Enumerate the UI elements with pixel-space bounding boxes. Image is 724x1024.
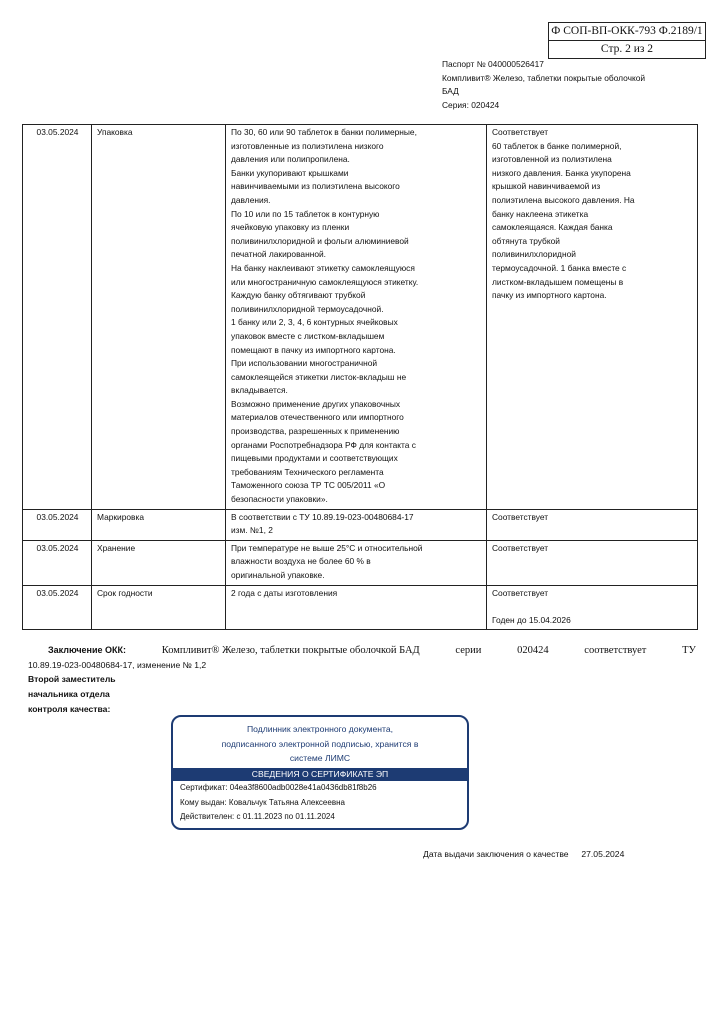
stamp-line: системе ЛИМС — [289, 753, 351, 763]
requirement-line: ячейковую упаковку из пленки — [231, 222, 350, 233]
requirement-line: В соответствии с ТУ 10.89.19-023-00480684-17 — [231, 511, 414, 522]
product-name: Компливит® Железо, таблетки покрытые оболочкой — [442, 72, 646, 83]
passport-number: Паспорт № 040000526417 — [442, 59, 544, 69]
row-result — [487, 125, 698, 510]
result-line: Соответствует — [492, 542, 549, 553]
requirement-line: влажности воздуха не более 60 % в — [231, 556, 371, 567]
requirement-line: На банку наклеивают этикетку самоклеящуюся — [231, 262, 415, 273]
row-result — [487, 540, 698, 585]
row-parameter: Маркировка — [92, 509, 226, 540]
requirement-line: поливинилхлоридной и фольги алюминиевой — [231, 235, 409, 246]
requirement-line: производства, разрешенных к применению — [231, 426, 400, 437]
row-date: 03.05.2024 — [23, 585, 92, 630]
page-number: Стр. 2 из 2 — [549, 40, 705, 58]
requirement-line: Возможно применение других упаковочных — [231, 398, 401, 409]
requirement-line: органами Роспотребнадзора РФ для контакта с — [231, 439, 416, 450]
requirement-line: При использовании многостраничной — [231, 358, 378, 369]
requirement-line: оригинальной упаковке. — [231, 570, 325, 580]
conclusion-line — [28, 645, 696, 656]
conclusion-series-word: серии — [455, 645, 482, 656]
result-line: полиэтилена высокого давления. На — [492, 194, 635, 205]
row-parameter: Хранение — [92, 540, 226, 585]
requirement-line: упаковок вместе с листком-вкладышем — [231, 330, 385, 341]
requirement-line: изготовленные из полиэтилена низкого — [231, 140, 384, 151]
stamp-line: подписанного электронной подписью, хранится в — [221, 738, 419, 749]
requirement-line: По 30, 60 или 90 таблеток в банки полимерные, — [231, 127, 417, 137]
row-requirement — [226, 585, 487, 630]
conclusion-conforms: соответствует — [584, 645, 647, 656]
stamp-issued-to — [173, 796, 467, 811]
row-requirement — [226, 540, 487, 585]
conclusion-tu: ТУ — [682, 645, 696, 656]
expiry-line: Годен до 15.04.2026 — [492, 614, 571, 625]
result-line: крышкой навинчиваемой из — [492, 181, 601, 192]
form-code-box — [548, 22, 706, 59]
issue-date-label: Дата выдачи заключения о качестве — [423, 849, 569, 859]
requirement-line: давления или полипропилена. — [231, 154, 350, 165]
issued-to-value: Ковальчук Татьяна Алексеевна — [228, 797, 345, 807]
issue-date-value: 27.05.2024 — [581, 849, 625, 859]
result-line: листком-вкладышем помещены в — [492, 276, 624, 287]
row-result — [487, 509, 698, 540]
certificate-value: 04ea3f8600adb0028e41a0436db81f8b26 — [229, 783, 377, 792]
result-line: термоусадочной. 1 банка вместе с — [492, 262, 627, 273]
row-date: 03.05.2024 — [23, 125, 92, 510]
requirement-line: материалов отечественного или импортного — [231, 412, 404, 423]
table-row — [23, 585, 698, 630]
row-date: 03.05.2024 — [23, 540, 92, 585]
signer-line: контроля качества: — [28, 704, 111, 714]
requirement-line: вкладывается. — [231, 385, 288, 396]
conclusion-continuation: 10.89.19-023-00480684-17, изменение № 1,2 — [28, 660, 207, 670]
requirement-line: пищевыми продуктами и соответствующих — [231, 453, 398, 464]
requirement-line: или многостраничную самоклеящуюся этикетку. — [231, 276, 419, 287]
result-line: изготовленной из полиэтилена — [492, 154, 612, 165]
electronic-signature-stamp — [171, 715, 469, 830]
result-line: Соответствует — [492, 127, 549, 137]
series-number: Серия: 020424 — [442, 99, 500, 110]
requirement-line: 1 банку или 2, 3, 4, 6 контурных ячейковых — [231, 317, 398, 328]
requirement-line: Таможенного союза ТР ТС 005/2011 «О — [231, 480, 386, 491]
valid-value: с 01.11.2023 по 01.11.2024 — [236, 812, 335, 821]
signer-line: начальника отдела — [28, 689, 110, 699]
requirement-line: требованиям Технического регламента — [231, 466, 384, 477]
stamp-header: СВЕДЕНИЯ О СЕРТИФИКАТЕ ЭП — [173, 768, 467, 781]
row-requirement — [226, 125, 487, 510]
requirement-line: печатной лакированной. — [231, 249, 327, 260]
table-row — [23, 540, 698, 585]
row-date: 03.05.2024 — [23, 509, 92, 540]
result-line: пачку из импортного картона. — [492, 290, 607, 301]
stamp-validity — [173, 810, 467, 825]
requirement-line: самоклеящейся этикетки листок-вкладыш не — [231, 371, 407, 382]
product-type: БАД — [442, 86, 459, 96]
stamp-line: Подлинник электронного документа, — [246, 724, 394, 734]
issue-date — [423, 849, 624, 859]
requirement-line: Каждую банку обтягивают трубкой — [231, 290, 366, 301]
row-parameter: Упаковка — [92, 125, 226, 510]
result-line: самоклеящаяся. Каждая банка — [492, 222, 613, 233]
result-line: 60 таблеток в банке полимерной, — [492, 140, 622, 151]
conclusion-product: Компливит® Железо, таблетки покрытые оболочкой БАД — [161, 645, 420, 656]
signer-line: Второй заместитель — [28, 674, 116, 684]
form-code: Ф СОП-ВП-ОКК-793 Ф.2189/1 — [551, 25, 703, 37]
stamp-certificate — [173, 781, 467, 796]
conclusion-series-value: 020424 — [517, 645, 549, 656]
result-line — [492, 600, 693, 614]
result-line: поливинилхлоридной — [492, 249, 576, 260]
result-line: низкого давления. Банка укупорена — [492, 167, 631, 178]
test-results-table — [22, 124, 698, 630]
requirement-line: При температуре не выше 25°С и относительной — [231, 542, 423, 553]
requirement-line: давления. — [231, 194, 271, 205]
requirement-line: По 10 или по 15 таблеток в контурную — [231, 208, 380, 219]
requirement-line: навинчиваемыми из полиэтилена высокого — [231, 181, 400, 192]
requirement-line: 2 года с даты изготовления — [231, 587, 338, 598]
result-line: обтянута трубкой — [492, 235, 560, 246]
passport-header — [442, 58, 645, 112]
result-line: банку наклеена этикетка — [492, 208, 589, 219]
row-parameter: Срок годности — [92, 585, 226, 630]
signer-position — [28, 672, 696, 717]
row-requirement — [226, 509, 487, 540]
requirement-line: поливинилхлоридной термоусадочной. — [231, 303, 384, 314]
certificate-label: Сертификат: — [180, 783, 228, 792]
requirement-line: безопасности упаковки». — [231, 494, 328, 505]
table-row — [23, 509, 698, 540]
qc-conclusion — [28, 645, 696, 717]
result-line: Соответствует — [492, 587, 549, 598]
row-result — [487, 585, 698, 630]
requirement-line: Банки укупоривают крышками — [231, 167, 349, 178]
stamp-notice — [173, 717, 467, 768]
requirement-line: изм. №1, 2 — [231, 525, 273, 536]
conclusion-label: Заключение ОКК: — [48, 645, 127, 655]
requirement-line: помещают в пачку из импортного картона. — [231, 344, 396, 355]
issued-to-label: Кому выдан: — [180, 797, 227, 807]
valid-label: Действителен: — [180, 812, 235, 821]
table-row — [23, 125, 698, 510]
result-line: Соответствует — [492, 511, 549, 522]
